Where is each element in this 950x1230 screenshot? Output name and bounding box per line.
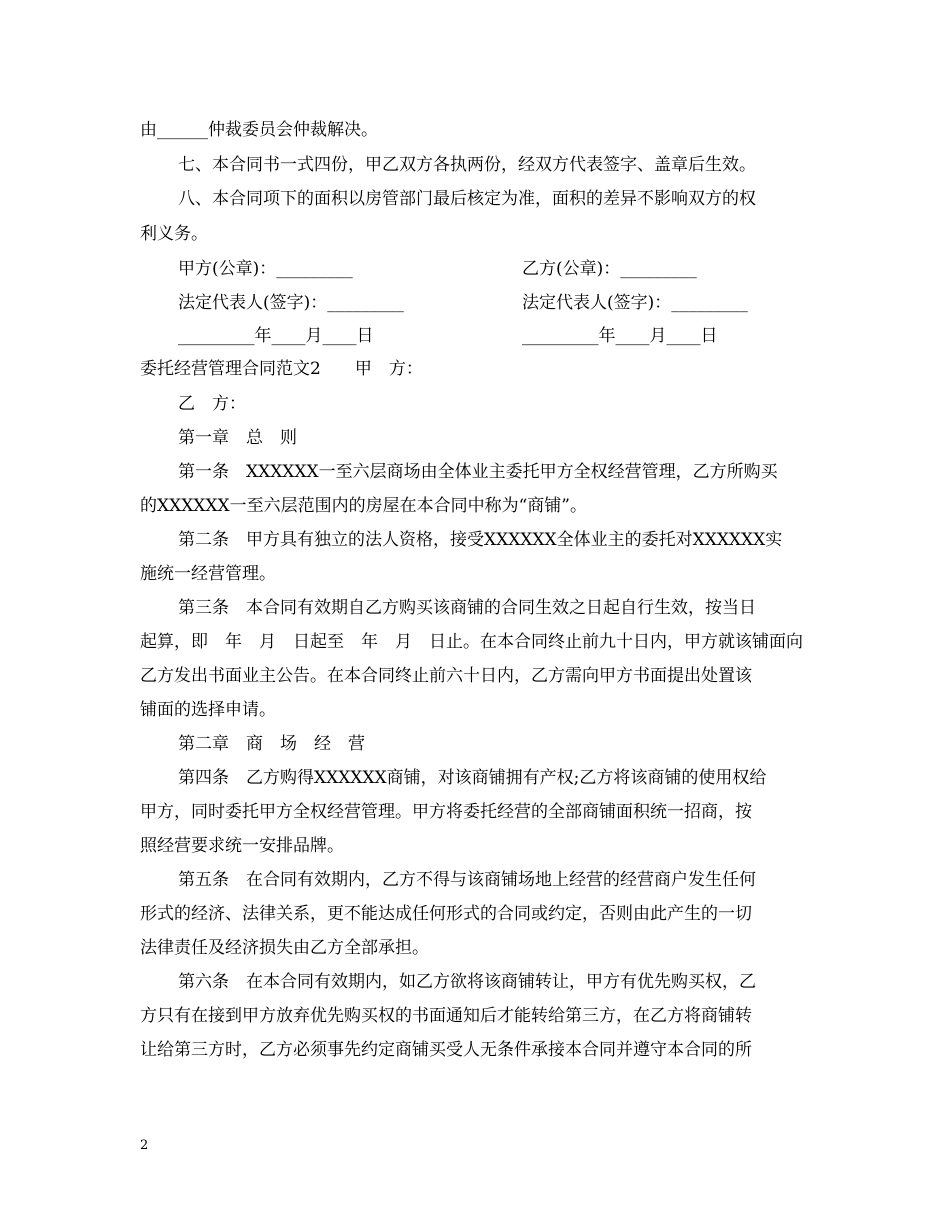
paragraph-line: 八、本合同项下的面积以房管部门最后核定为准，面积的差异不影响双方的权 [178, 189, 756, 209]
party-b-seal: 乙方(公章)：_________ [522, 259, 697, 279]
party-b-representative: 法定代表人(签字)：_________ [522, 293, 748, 313]
paragraph-line: 第二条 甲方具有独立的法人资格，接受XXXXXX全体业主的委托对XXXXXX实 [178, 530, 783, 550]
paragraph-line: 由______仲裁委员会仲裁解决。 [140, 120, 378, 140]
party-b-date: _________年____月____日 [522, 326, 718, 346]
page-number: 2 [140, 1138, 149, 1153]
paragraph-line: 七、本合同书一式四份，甲乙双方各执两份，经双方代表签字、盖章后生效。 [178, 155, 756, 175]
paragraph-line: 利义务。 [140, 224, 208, 244]
paragraph-line: 第六条 在本合同有效期内，如乙方欲将该商铺转让，甲方有优先购买权，乙 [178, 972, 756, 992]
paragraph-line: 甲方，同时委托甲方全权经营管理。甲方将委托经营的全部商铺面积统一招商，按 [140, 802, 752, 822]
party-a-seal: 甲方(公章)：_________ [178, 259, 353, 279]
paragraph-line: 乙 方： [178, 394, 246, 414]
paragraph-line: 形式的经济、法律关系，更不能达成任何形式的合同或约定，否则由此产生的一切 [140, 904, 752, 924]
party-a-date: _________年____月____日 [178, 326, 374, 346]
paragraph-line: 方只有在接到甲方放弃优先购买权的书面通知后才能转给第三方，在乙方将商铺转 [140, 1006, 752, 1026]
paragraph-line: 的XXXXXX一至六层范围内的房屋在本合同中称为“商铺”。 [140, 496, 587, 516]
paragraph-line: 第五条 在合同有效期内，乙方不得与该商铺场地上经营的经营商户发生任何 [178, 870, 756, 890]
paragraph-line: 法律责任及经济损失由乙方全部承担。 [140, 938, 429, 958]
chapter-heading: 第二章 商 场 经 营 [178, 734, 365, 754]
section-title: 委托经营管理合同范文2 甲 方： [140, 359, 423, 379]
paragraph-line: 让给第三方时，乙方必须事先约定商铺买受人无条件承接本合同并遵守本合同的所 [140, 1040, 752, 1060]
paragraph-line: 第一条 XXXXXX一至六层商场由全体业主委托甲方全权经营管理，乙方所购买 [178, 462, 778, 482]
paragraph-line: 第三条 本合同有效期自乙方购买该商铺的合同生效之日起自行生效，按当日 [178, 598, 756, 618]
paragraph-line: 铺面的选择申请。 [140, 700, 276, 720]
paragraph-line: 照经营要求统一安排品牌。 [140, 836, 344, 856]
party-a-representative: 法定代表人(签字)：_________ [178, 293, 404, 313]
paragraph-line: 乙方发出书面业主公告。在本合同终止前六十日内，乙方需向甲方书面提出处置该 [140, 666, 752, 686]
chapter-heading: 第一章 总 则 [178, 428, 297, 448]
paragraph-line: 起算，即 年 月 日起至 年 月 日止。在本合同终止前九十日内，甲方就该铺面向 [140, 632, 803, 652]
paragraph-line: 施统一经营管理。 [140, 564, 276, 584]
paragraph-line: 第四条 乙方购得XXXXXX商铺，对该商铺拥有产权;乙方将该商铺的使用权给 [178, 768, 767, 788]
